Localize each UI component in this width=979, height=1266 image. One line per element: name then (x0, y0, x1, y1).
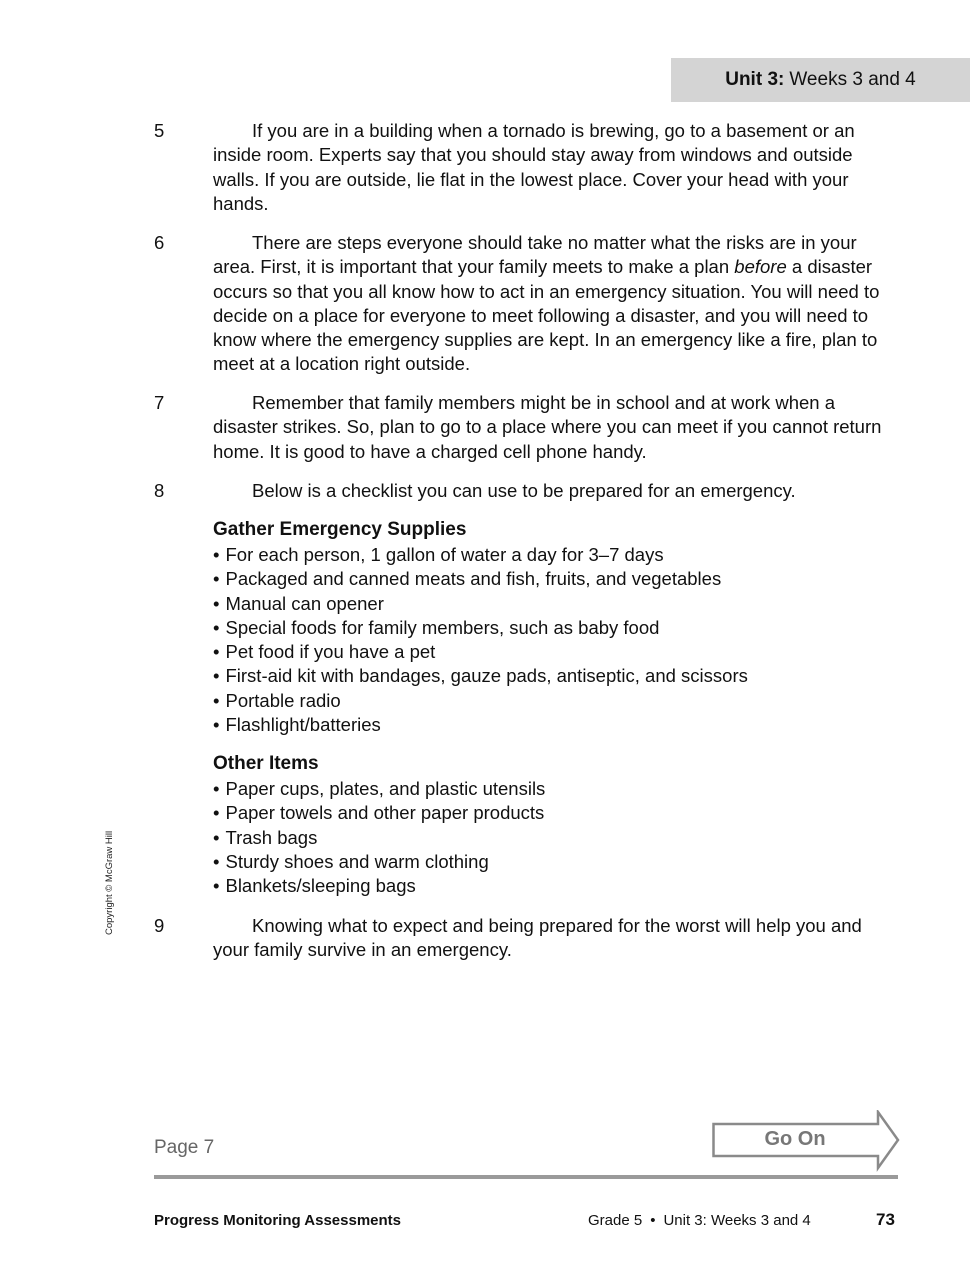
paragraph-text: Knowing what to expect and being prepared for the worst will help you and your family survive in an emergency. (213, 915, 862, 961)
footer-title: Progress Monitoring Assessments (154, 1212, 402, 1229)
paragraph-text: Remember that family members might be in school and at work when a disaster strikes. So, plan to go to a place where you can meet if you cannot return home. It is good to have a charged cell phone handy. (213, 392, 882, 462)
copyright-note: Copyright © McGraw Hill (104, 830, 115, 935)
other-items-list (213, 777, 545, 898)
list-item: • Trash bags (213, 826, 545, 850)
go-on-button[interactable] (712, 1110, 900, 1172)
go-on-label: Go On (764, 1128, 826, 1150)
list-item: • Special foods for family members, such as baby food (213, 616, 748, 640)
list-item: • Manual can opener (213, 592, 748, 616)
paragraph-text: Below is a checklist you can use to be prepared for an emergency. (252, 480, 796, 501)
emphasis-word: before (734, 256, 787, 278)
paragraph-number: 5 (154, 120, 165, 141)
page-label: Page 7 (154, 1137, 215, 1158)
unit-label: Unit 3: (725, 69, 785, 90)
list-item: • Blankets/sleeping bags (213, 874, 545, 898)
footer-divider (154, 1175, 898, 1179)
list-item: • For each person, 1 gallon of water a day for 3–7 days (213, 543, 748, 567)
list-item: • First-aid kit with bandages, gauze pads, antiseptic, and scissors (213, 664, 748, 688)
supplies-heading: Gather Emergency Supplies (213, 519, 467, 540)
list-item: • Flashlight/batteries (213, 713, 748, 737)
paragraph-text: If you are in a building when a tornado is brewing, go to a basement or an inside room. Experts say that you should stay away from windows and outside walls. If you are outside, lie flat in the lowest place. Cover your head with your hands. (213, 120, 855, 214)
page-number: 73 (876, 1210, 895, 1229)
unit-weeks: Weeks 3 and 4 (789, 69, 916, 90)
paragraph-number: 8 (154, 480, 165, 501)
footer-grade-unit: Grade 5 • Unit 3: Weeks 3 and 4 (588, 1212, 811, 1229)
list-item: • Sturdy shoes and warm clothing (213, 850, 545, 874)
paragraph-number: 7 (154, 392, 165, 413)
list-item: • Paper towels and other paper products (213, 801, 545, 825)
other-items-heading: Other Items (213, 753, 319, 774)
paragraph-number: 9 (154, 915, 165, 936)
list-item: • Paper cups, plates, and plastic utensils (213, 777, 545, 801)
list-item: • Portable radio (213, 689, 748, 713)
paragraph-number: 6 (154, 232, 165, 253)
paragraph-text: There are steps everyone should take no matter what the risks are in your area. First, it is important that your family meets to make a plan before a disaster occurs so that you all know how to act in an emergency situation. You will need to decide on a place for everyone to meet following a disaster, and you will need to know where the emergency supplies are kept. In an emergency like a fire, plan to meet at a location right outside. (213, 232, 880, 375)
list-item: • Packaged and canned meats and fish, fruits, and vegetables (213, 567, 748, 591)
unit-header-tab (671, 58, 970, 102)
supplies-list (213, 543, 748, 737)
list-item: • Pet food if you have a pet (213, 640, 748, 664)
